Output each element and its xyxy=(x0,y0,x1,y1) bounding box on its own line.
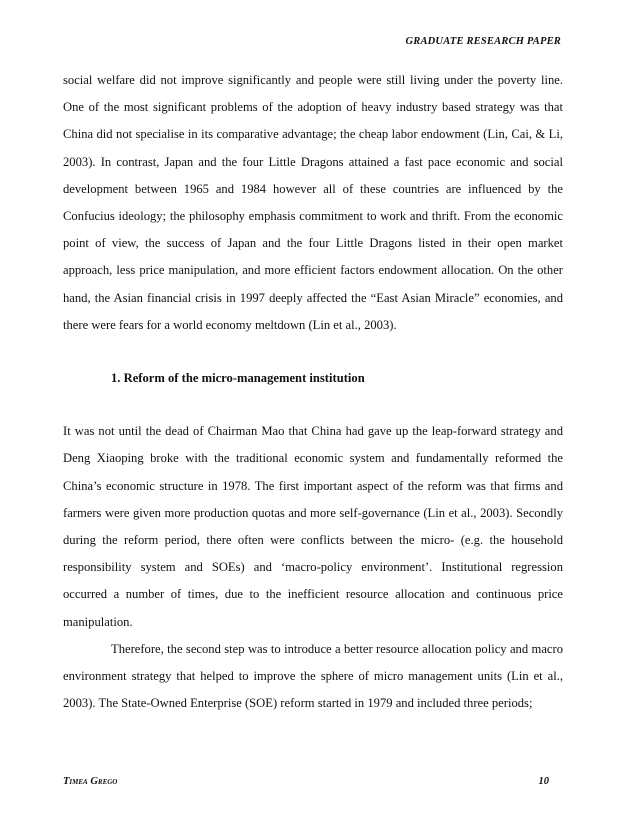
paragraph-reform: It was not until the dead of Chairman Mao that China had gave up the leap-forward strategy and Deng Xiaoping broke with the traditional economic system and fundamentally reformed the China’s economic structure in 1978. The first important aspect of the reform was that firms and farmers were given more production quotas and more self-governance (Lin et al., 2003). Secondly during the reform period, there often were conflicts between the micro- (e.g. the household responsibility system and SOEs) and ‘macro-policy environment’. Institutional regression occurred a number of times, due to the inefficient resource allocation and continuous price manipulation. xyxy=(63,424,563,629)
page-number: 10 xyxy=(538,776,549,787)
running-header: GRADUATE RESEARCH PAPER xyxy=(405,36,561,47)
paragraph-second-step: Therefore, the second step was to introduce a better resource allocation policy and macro environment strategy that helped to improve the sphere of micro management units (Lin et al., 2003). The State-Owned Enterprise (SOE) reform started in 1979 and included three periods; xyxy=(63,641,563,711)
spacer xyxy=(63,339,563,365)
section-heading: 1. Reform of the micro-management institution xyxy=(111,371,365,386)
footer-author: Timea Grego xyxy=(63,776,118,787)
spacer xyxy=(63,392,563,418)
body-text xyxy=(63,67,563,717)
paragraph-intro: social welfare did not improve significantly and people were still living under the poverty line. One of the most significant problems of the adoption of heavy industry based strategy was that China did not specialise in its comparative advantage; the cheap labor endowment (Lin, Cai, & Li, 2003). In contrast, Japan and the four Little Dragons attained a fast pace economic and social development between 1965 and 1984 however all of these countries are influenced by the Confucius ideology; the philosophy emphasis commitment to work and thrift. From the economic point of view, the success of Japan and the four Little Dragons listed in their open market approach, less price manipulation, and more efficient factors endowment allocation. On the other hand, the Asian financial crisis in 1997 deeply affected the “East Asian Miracle” economies, and there were fears for a world economy meltdown (Lin et al., 2003). xyxy=(63,73,563,332)
